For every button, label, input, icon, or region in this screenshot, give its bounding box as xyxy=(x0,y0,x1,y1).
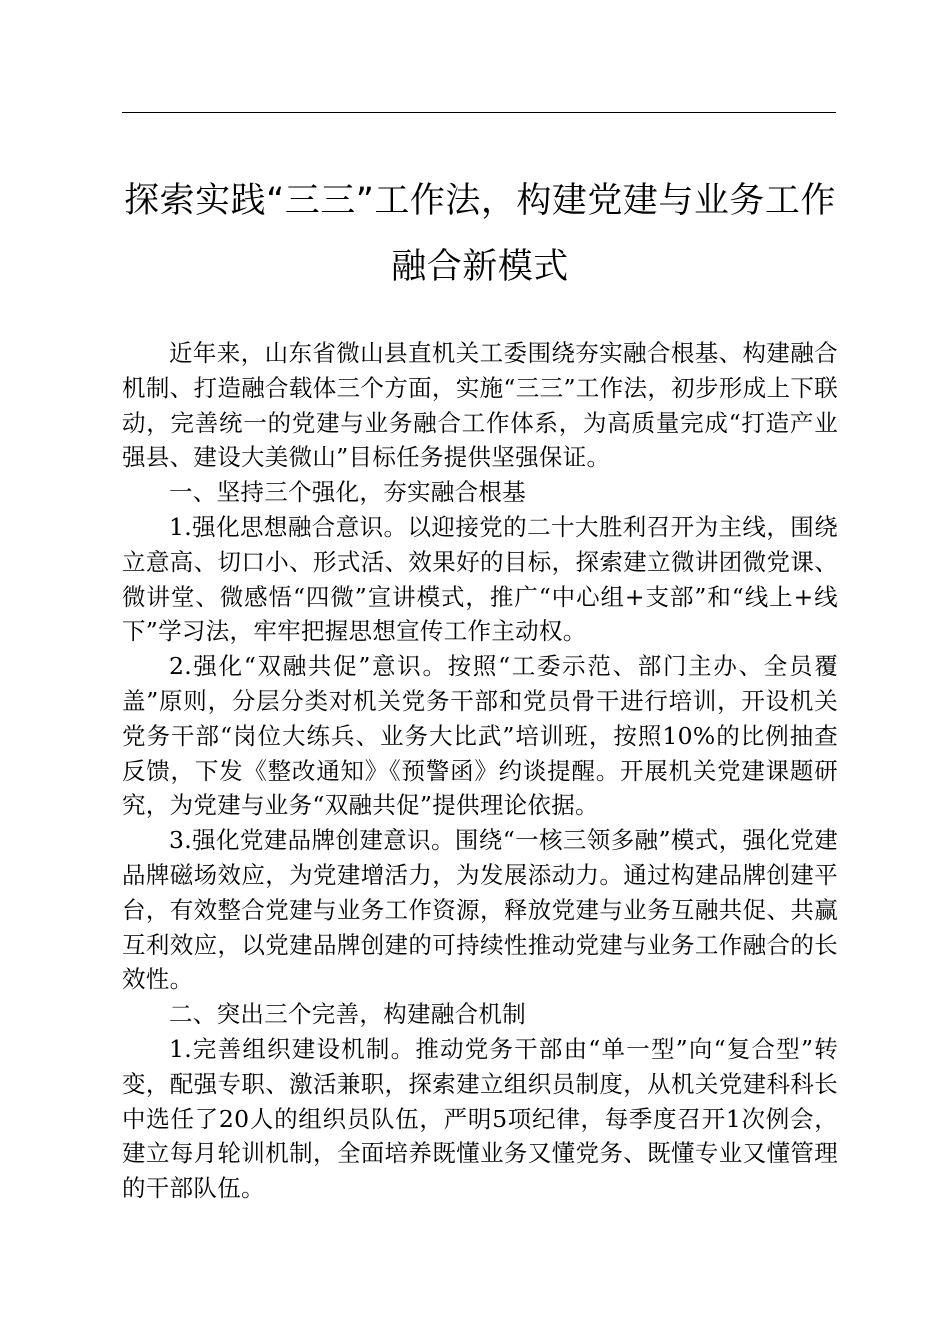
document-body xyxy=(122,336,838,1206)
intro-paragraph: 近年来，山东省微山县直机关工委围绕夯实融合根基、构建融合机制、打造融合载体三个方面，实施“三三”工作法，初步形成上下联动，完善统一的党建与业务融合工作体系，为高质量完成“打造产业强县、建设大美微山”目标任务提供坚强保证。 xyxy=(122,339,838,472)
section-heading-2: 二、突出三个完善，构建融合机制 xyxy=(169,1000,526,1029)
title-line-2: 融合新模式 xyxy=(391,247,569,287)
header-rule xyxy=(122,112,836,113)
paragraph-1-3: 3.强化党建品牌创建意识。围绕“一核三领多融”模式，强化党建品牌磁场效应，为党建增活力，为发展添动力。通过构建品牌创建平台，有效整合党建与业务工作资源，释放党建与业务互融共促、共赢互利效应，以党建品牌创建的可持续性推动党建与业务工作融合的长效性。 xyxy=(122,826,838,994)
document-title xyxy=(110,168,850,300)
section-heading-1: 一、坚持三个强化，夯实融合根基 xyxy=(169,478,526,507)
title-line-1: 探索实践“三三”工作法，构建党建与业务工作 xyxy=(124,181,836,221)
paragraph-2-1: 1.完善组织建设机制。推动党务干部由“单一型”向“复合型”转变，配强专职、激活兼职，探索建立组织员制度，从机关党建科科长中选任了20人的组织员队伍，严明5项纪律，每季度召开1次例会，建立每月轮训机制，全面培养既懂业务又懂党务、既懂专业又懂管理的干部队伍。 xyxy=(122,1034,838,1203)
paragraph-1-2: 2.强化“双融共促”意识。按照“工委示范、部门主办、全员覆盖”原则，分层分类对机关党务干部和党员骨干进行培训，开设机关党务干部“岗位大练兵、业务大比武”培训班，按照10%的比例抽查反馈，下发《整改通知》《预警函》约谈提醒。开展机关党建课题研究，为党建与业务“双融共促”提供理论依据。 xyxy=(122,652,838,820)
paragraph-1-1: 1.强化思想融合意识。以迎接党的二十大胜利召开为主线，围绕立意高、切口小、形式活、效果好的目标，探索建立微讲团微党课、微讲堂、微感悟“四微”宣讲模式，推广“中心组+支部”和“线上+线下”学习法，牢牢把握思想宣传工作主动权。 xyxy=(122,512,838,646)
